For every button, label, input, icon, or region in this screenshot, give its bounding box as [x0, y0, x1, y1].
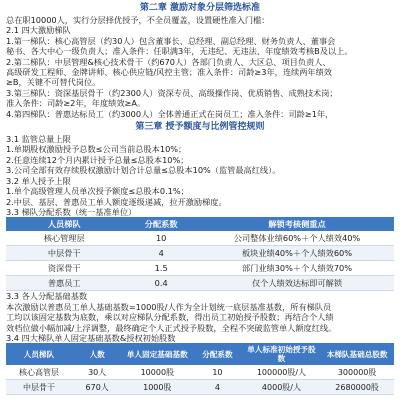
- table-cell: 100000股/人: [243, 365, 321, 380]
- table-cell: 670人: [72, 380, 122, 395]
- table-cell: 公司整体业绩60%＋个人绩效40%: [200, 231, 394, 246]
- document-page: [0, 3, 400, 403]
- chapter2-line: 总在职10000人，实行分层择优授予，不全员覆盖，设置硬性准入门槛：: [6, 15, 270, 25]
- section-heading: 3.2 单人授予上限: [6, 175, 71, 186]
- table-cell: 核心高管层: [6, 365, 72, 380]
- section-heading: 3.3 各人分配基础基数: [6, 291, 88, 302]
- table-cell: 10000股: [122, 365, 192, 380]
- column-header: 单人固定基础基数: [122, 343, 192, 365]
- chapter3-line: 2.中层、基层、普惠员工单人额度逐级递减，拉开激励梯度。: [6, 196, 227, 207]
- table-cell: 1.5: [122, 261, 200, 276]
- chapter-3-title: 第三章 授予额度与比例管控规则: [135, 122, 265, 133]
- chapter2-line: 2.第二梯队：中层管理&核心技术骨干（约670人）各部门负责人、大区总、项目负责人、: [6, 56, 331, 67]
- table-row: [6, 231, 394, 246]
- chapter2-line: 3.第三梯队：资深基层骨干（约2300人）资深专员、高级操作岗、优质销售、成熟技术岗；: [6, 87, 338, 98]
- table-cell: 300000股: [320, 365, 394, 380]
- section-heading: 3.4 四大梯队单人固定基础基数&授权初始股数: [6, 332, 176, 343]
- chapter2-line: ≥B，关键不可替代岗位。: [6, 77, 101, 88]
- section-heading: 2.1 四大激励梯队: [6, 25, 71, 36]
- table-cell: 中层骨干: [6, 246, 122, 261]
- table-cell: 10: [192, 365, 242, 380]
- table-row: [6, 365, 394, 380]
- chapter3-line: 1.单个高级管理人员单次授予额度≤总股本0.1%；: [6, 186, 189, 197]
- table-cell: 普惠员工: [6, 276, 122, 291]
- chapter3-line: 本次激励以普惠员工单人基础基数=1000股/人作为全计划统一底层基准基数，所有梯队员: [6, 301, 332, 312]
- table-cell: 2680000股: [320, 380, 394, 395]
- column-header: 本梯队基础总股数: [320, 343, 394, 365]
- table-row: [6, 246, 394, 261]
- table-cell: 0.4: [122, 276, 200, 291]
- allocation-coefficient-table: [6, 217, 394, 291]
- table-header-row: [6, 343, 394, 365]
- chapter-2-title: 第二章 激励对象分层筛选标准: [139, 3, 261, 13]
- column-header: 解锁考核侧重点: [200, 217, 394, 231]
- column-header: 分配系数: [192, 343, 242, 365]
- chapter2-line: 高级研发工程师、金牌讲师、核心供应链/风控主管；准入条件：司龄≥3年，连续两年绩效: [6, 67, 332, 78]
- chapter2-line: 1.第一梯队：核心高管层（约30人）包含董事长、总经理、副总经理、财务负责人、董事会: [6, 35, 336, 46]
- column-header: 人员梯队: [6, 217, 122, 231]
- table-cell: 4000股/人: [243, 380, 321, 395]
- chapter3-line: 工均以该固定基数为底数，乘以对应梯队分配系数，得出员工初始授予股数；再结合个人绩: [6, 312, 334, 323]
- table-cell: 板块业绩40%＋个人绩效60%: [200, 246, 394, 261]
- column-header: 单人标准初始授予股数: [243, 343, 321, 365]
- column-header: 人数: [72, 343, 122, 365]
- table-cell: 仅个人绩效达标即可解锁: [200, 276, 394, 291]
- base-shares-table: [6, 343, 394, 395]
- table-header-row: [6, 217, 394, 231]
- table-cell: 核心管理层: [6, 231, 122, 246]
- table-cell: 中层骨干: [6, 380, 72, 395]
- table-row: [6, 261, 394, 276]
- column-header: 分配系数: [122, 217, 200, 231]
- chapter2-line: 准入条件：司龄≥2年，年度绩效≥A。: [6, 98, 146, 109]
- table-cell: 30人: [72, 365, 122, 380]
- column-header: 人员梯队: [6, 343, 72, 365]
- table-cell: 4: [192, 380, 242, 395]
- table-row: [6, 380, 394, 395]
- chapter3-line: 3.公司全部有效存续股权激励计划合计总量≤总股本10%（监管最高红线）。: [6, 165, 281, 176]
- chapter3-line: 2.任意连续12个月内累计授予总量≤总股本10%；: [6, 154, 189, 165]
- section-heading: 3.3 梯队分配系数（统一基准单位）: [6, 206, 137, 217]
- table-cell: 资深骨干: [6, 261, 122, 276]
- table-cell: 1000股: [122, 380, 192, 395]
- chapter2-line: 4.第四梯队：普惠达标员工（约3000人）全体普通正式在岗员工；准入条件：司龄≥1年，: [6, 108, 334, 119]
- table-row: [6, 276, 394, 291]
- table-cell: 部门业绩30%＋个人绩效70%: [200, 261, 394, 276]
- chapter3-line: 效档位做小幅加减/上浮调整，最终确定个人正式授予股数，全程不突破监管单人额度红线。: [6, 322, 337, 333]
- table-cell: 10: [122, 231, 200, 246]
- table-cell: 4: [122, 246, 200, 261]
- section-heading: 3.1 监管总量上限: [6, 134, 71, 145]
- chapter2-line: 秘书、各大中心一级负责人；准入条件：任职满3年，无违纪、无违法、年度绩效考核B及以上。: [6, 46, 353, 57]
- chapter3-line: 1.单期股权激励授予总数≤公司当前总股本10%；: [6, 144, 187, 155]
